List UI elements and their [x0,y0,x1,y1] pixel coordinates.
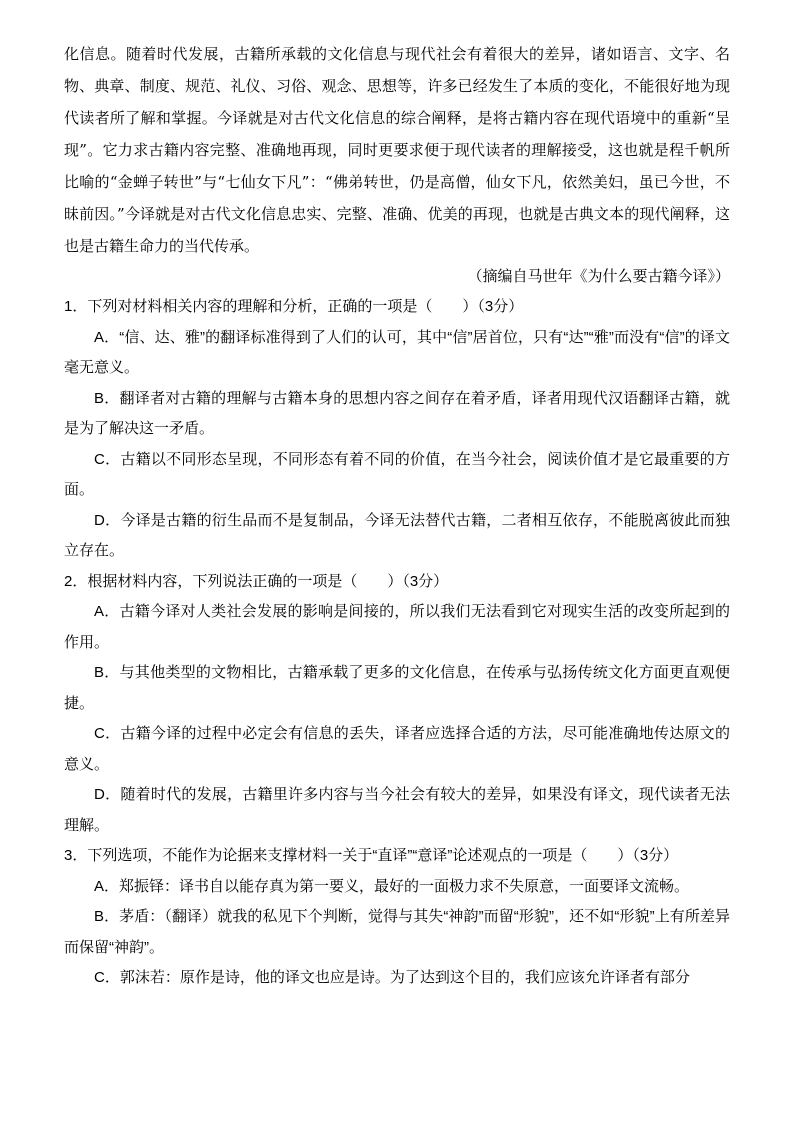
question-2-option-b: B．与其他类型的文物相比，古籍承载了更多的文化信息，在传承与弘扬传统文化方面更直观便捷。 [64,664,730,712]
question-1-option-a: A．“信、达、雅”的翻译标准得到了人们的认可，其中“信”居首位，只有“达”“雅”而没有“信”的译文毫无意义。 [64,328,730,376]
question-3-stem: 3．下列选项，不能作为论据来支撑材料一关于“直译”“意译”论述观点的一项是（ ）（3分） [64,847,679,864]
question-1-option-d: D．今译是古籍的衍生品而不是复制品，今译无法替代古籍，二者相互依存，不能脱离彼此而独立存在。 [64,511,730,559]
question-2-stem: 2．根据材料内容，下列说法正确的一项是（ ）（3分） [64,572,449,590]
question-2-option-c: C．古籍今译的过程中必定会有信息的丢失，译者应选择合适的方法，尽可能准确地传达原文的意义。 [64,725,730,773]
question-2 [64,567,730,842]
passage-text: 化信息。随着时代发展，古籍所承载的文化信息与现代社会有着很大的差异，诸如语言、文字、名物、典章、制度、规范、礼仪、习俗、观念、思想等，许多已经发生了本质的变化，不能很好地为现代读者所了解和掌握。今译就是对古代文化信息的综合阐释，是将古籍内容在现代语境中的重新“呈现”。它力求古籍内容完整、准确地再现，同时更要求便于现代读者的理解接受，这也就是程千帆所比喻的“金蝉子转世”与“七仙女下凡”：“佛弟转世，仍是高僧，仙女下凡，依然美妇，虽已今世，不昧前因。”今译就是对古代文化信息忠实、完整、准确、优美的再现，也就是古典文本的现代阐释，这也是古籍生命力的当代传承。 [64,45,730,255]
exam-page [64,38,730,994]
question-3-option-b: B．茅盾：（翻译）就我的私见下个判断，觉得与其失“神韵”而留“形貌”，还不如“形貌”上有所差异而保留“神韵”。 [64,908,730,956]
question-1-option-c: C．古籍以不同形态呈现，不同形态有着不同的价值，在当今社会，阅读价值才是它最重要的方面。 [64,450,730,498]
question-3-option-a: A．郑振铎：译书自以能存真为第一要义，最好的一面极力求不失原意，一面要译文流畅。 [94,877,690,895]
question-3 [64,841,730,994]
question-2-option-a: A．古籍今译对人类社会发展的影响是间接的，所以我们无法看到它对现实生活的改变所起到的作用。 [64,603,730,651]
question-1-stem: 1．下列对材料相关内容的理解和分析，正确的一项是（ ）（3分） [64,298,524,315]
question-3-option-c: C．郭沫若：原作是诗，他的译文也应是诗。为了达到这个目的，我们应该允许译者有部分 [94,969,690,986]
question-1 [64,292,730,567]
question-1-option-b: B．翻译者对古籍的理解与古籍本身的思想内容之间存在着矛盾，译者用现代汉语翻译古籍，就是为了解决这一矛盾。 [64,389,730,437]
passage-source: （摘编自马世年《为什么要古籍今译》） [467,268,730,285]
question-2-option-d: D．随着时代的发展，古籍里许多内容与当今社会有较大的差异，如果没有译文，现代读者无法理解。 [64,786,730,834]
